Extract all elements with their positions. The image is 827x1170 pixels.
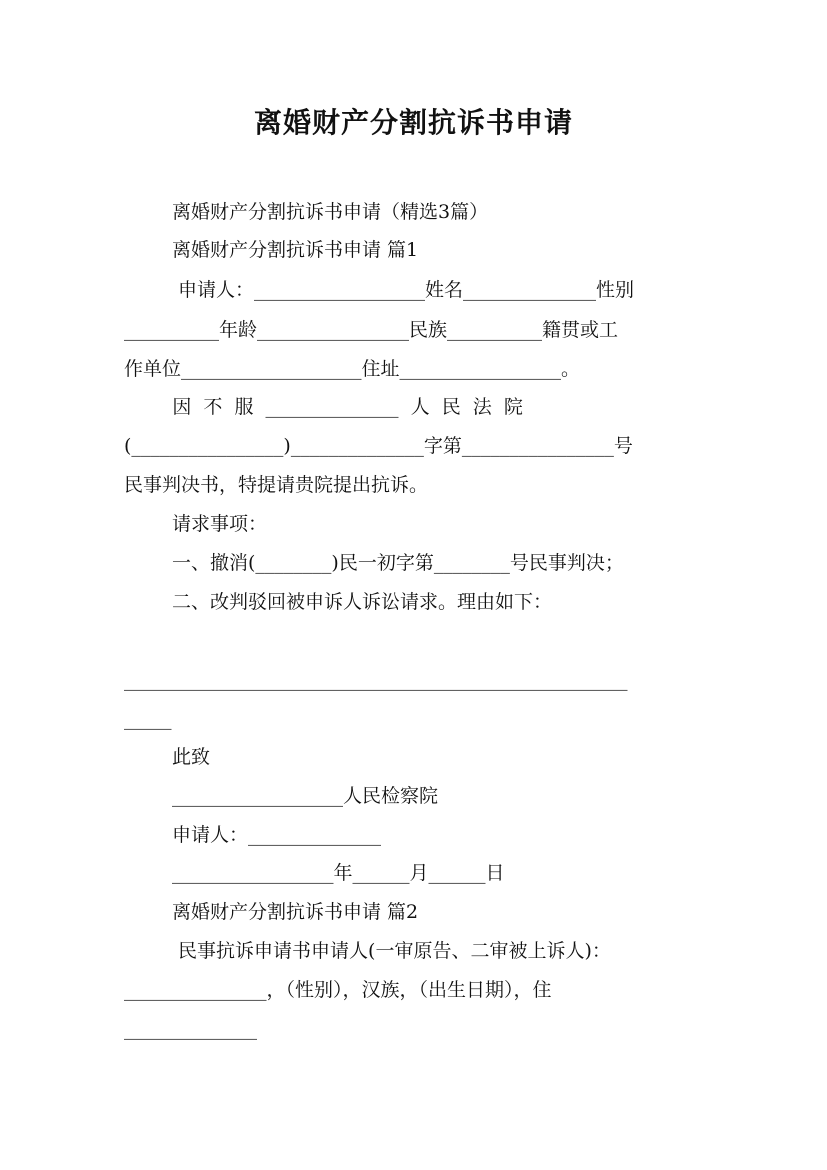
subtitle-selected: 离婚财产分割抗诉书申请（精选3篇） bbox=[172, 201, 489, 223]
request-item-1: 一、撤消(________)民一初字第________号民事判决； bbox=[172, 552, 624, 574]
signature-date: _________________年______月______日 bbox=[172, 862, 505, 884]
petition-applicant-line: 民事抗诉申请书申请人(一审原告、二审被上诉人)： bbox=[172, 940, 611, 962]
signature-applicant: 申请人：______________ bbox=[172, 824, 382, 846]
section-heading-2: 离婚财产分割抗诉书申请 篇2 bbox=[172, 901, 419, 923]
salutation: 此致 bbox=[172, 746, 211, 768]
case-number-line: (________________)______________字第________________号 bbox=[124, 435, 633, 457]
petition-address-line: ______________ bbox=[124, 1018, 257, 1040]
procuratorate-line: __________________人民检察院 bbox=[172, 785, 439, 807]
age-ethnicity-line: __________年龄________________民族__________籍贯或工 bbox=[124, 319, 619, 341]
section-heading-1: 离婚财产分割抗诉书申请 篇1 bbox=[172, 239, 419, 261]
applicant-line: 申请人：__________________姓名______________性别 bbox=[172, 279, 635, 301]
workplace-address-line: 作单位___________________住址_________________。 bbox=[124, 358, 581, 380]
document-title: 离婚财产分割抗诉书申请 bbox=[253, 106, 573, 139]
request-items-heading: 请求事项： bbox=[172, 513, 268, 535]
request-item-2: 二、改判驳回被申诉人诉讼请求。理由如下： bbox=[172, 591, 553, 613]
dissatisfaction-line: 因 不 服 ______________ 人 民 法 院 bbox=[124, 396, 523, 418]
petition-details-line: _______________，（性别），汉族，（出生日期），住 bbox=[124, 979, 552, 1001]
reason-blank-line-end: _____ bbox=[124, 708, 172, 730]
reason-blank-line: _____________________________________________________ bbox=[124, 669, 628, 691]
judgment-statement: 民事判决书，特提请贵院提出抗诉。 bbox=[124, 474, 429, 496]
